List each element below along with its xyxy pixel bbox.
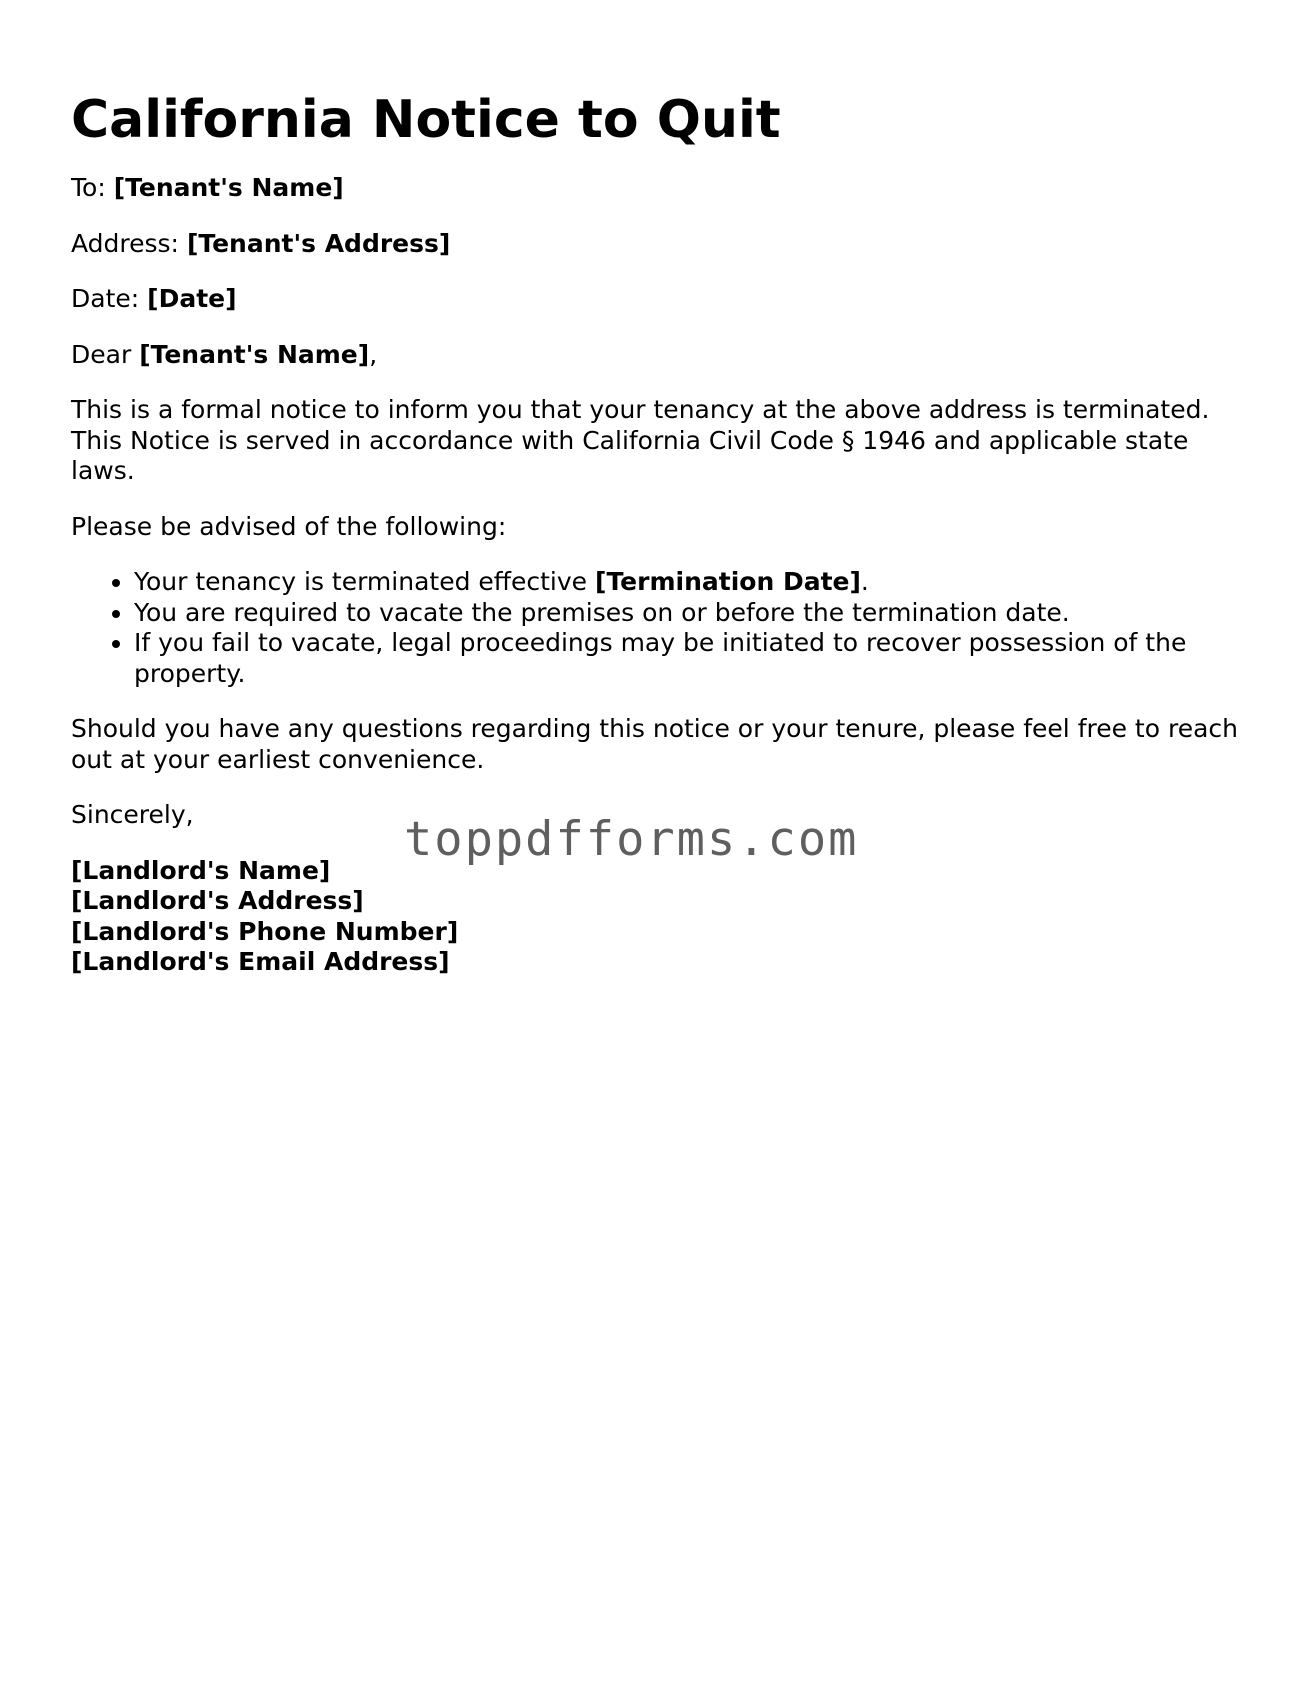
salutation: Dear [71, 339, 132, 369]
bullet1-suffix: . [860, 567, 869, 596]
address-line [71, 229, 1241, 260]
date-line [71, 284, 1241, 315]
to-label: To: [71, 173, 106, 202]
salutation-line [71, 340, 1241, 371]
salutation-name: [Tenant's Name] [139, 339, 370, 369]
list-item: • If you fail to vacate, legal proceedings may be initiated to recover possession of the property. [134, 628, 1241, 689]
landlord-phone: [Landlord's Phone Number] [71, 916, 459, 946]
closing: Sincerely, [71, 800, 194, 829]
bullet1-prefix: Your tenancy is terminated effective [134, 567, 588, 596]
tenant-name: [Tenant's Name] [113, 173, 344, 202]
date-label: Date: [71, 284, 140, 313]
notice-paragraph: This is a formal notice to inform you that your tenancy at the above address is terminated. This Notice is served in accordance with California Civil Code § 1946 and applicable state laws. [71, 395, 1210, 485]
termination-date: [Termination Date] [595, 567, 861, 596]
list-item: • You are required to vacate the premises on or before the termination date. [134, 598, 1241, 629]
watermark: toppdfforms.com [404, 812, 859, 867]
terms-list [71, 567, 1241, 689]
document-title: California Notice to Quit [71, 90, 781, 150]
advised-line: Please be advised of the following: [71, 511, 507, 541]
address-label: Address: [71, 228, 179, 258]
salutation-comma: , [369, 339, 378, 369]
landlord-email: [Landlord's Email Address] [71, 947, 450, 976]
signature-block [71, 856, 1241, 978]
landlord-name: [Landlord's Name] [71, 855, 331, 885]
questions-paragraph: Should you have any questions regarding this notice or your tenure, please feel free to reach out at your earliest convenience. [71, 714, 1238, 774]
tenant-address: [Tenant's Address] [186, 228, 451, 258]
landlord-address: [Landlord's Address] [71, 886, 364, 915]
to-line [71, 173, 1241, 204]
date-value: [Date] [147, 284, 237, 313]
list-item [134, 567, 1241, 598]
